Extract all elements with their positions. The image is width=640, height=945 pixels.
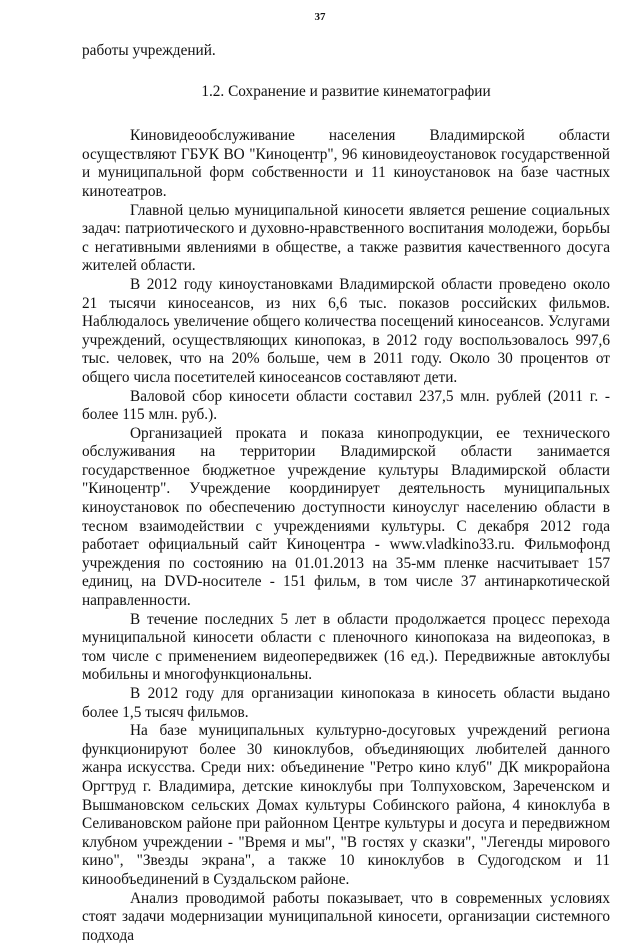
- paragraph-6: В течение последних 5 лет в области продолжается процесс перехода муниципальной киносети области с пленочного кинопоказа на видеопоказ, в том числе с применением видеопередвижек (16 ед.). Передвижные автоклубы мобильны и многофункциональны.: [82, 610, 610, 684]
- paragraph-7: В 2012 году для организации кинопоказа в киносеть области выдано более 1,5 тысяч фильмов.: [82, 685, 610, 721]
- document-body: [82, 42, 610, 945]
- paragraph-9: Анализ проводимой работы показывает, что в современных условиях стоят задачи модернизации муниципальной киносети, организации системного подхода: [82, 889, 610, 944]
- paragraph-2: Главной целью муниципальной киносети является решение социальных задач: патриотического и духовно-нравственного воспитания молодежи, борьбы с негативными явлениями в обществе, а также развития качественного досуга жителей области.: [82, 201, 610, 275]
- paragraph-5: Организацией проката и показа кинопродукции, ее технического обслуживания на территории Владимирской области занимается государственное бюджетное учреждение культуры Владимирской области "Киноцентр". Учреждение координирует деятельность муниципальных киноустановок по обеспечению доступности киноуслуг населению области в тесном взаимодействии с учреждениями культуры. С декабря 2012 года работает официальный сайт Киноцентра - www.vladkino33.ru. Фильмофонд учреждения по состоянию на 01.01.2013 на 35-мм пленке насчитывает 157 единиц, на DVD-носителе - 151 фильм, в том числе 37 антинаркотической направленности.: [82, 424, 610, 610]
- paragraph-8: На базе муниципальных культурно-досуговых учреждений региона функционируют более 30 киноклубов, объединяющих любителей данного жанра искусства. Среди них: объединение "Ретро кино клуб" ДК микрорайона Оргтруд г. Владимира, детские киноклубы при Толпуховском, Зареченском и Вышмановском сельских Домах культуры Собинского района, 4 киноклуба в Селивановском районе при районном Центре культуры и досуга и передвижном клубном учреждении - "Время и мы", "В гостях у сказки", "Легенды мирового кино", "Звезды экрана", а также 10 киноклубов в Судогодском и 11 кинообъединений в Суздальском районе.: [82, 722, 610, 888]
- page-number: 37: [314, 11, 326, 23]
- continuation-text: работы учреждений.: [82, 42, 216, 59]
- section-title: 1.2. Сохранение и развитие кинематографии: [201, 82, 491, 100]
- paragraph-1: Киновидеообслуживание населения Владимирской области осуществляют ГБУК ВО "Киноцентр", 96 киновидеоустановок государственной и муниципальной форм собственности и 11 киноустановок на базе частных кинотеатров.: [82, 127, 610, 200]
- paragraph-4: Валовой сбор киносети области составил 237,5 млн. рублей (2011 г. - более 115 млн. руб.).: [82, 387, 610, 424]
- paragraph-3: В 2012 году киноустановками Владимирской области проведено около 21 тысячи киносеансов, из них 6,6 тыс. показов российских фильмов. Наблюдалось увеличение общего количества посещений киносеансов. Услугами учреждений, осуществляющих кинопоказ, в 2012 году воспользовалось 997,6 тыс. человек, что на 20% больше, чем в 2011 году. Около 30 процентов от общего числа посетителей киносеансов составляют дети.: [82, 275, 610, 386]
